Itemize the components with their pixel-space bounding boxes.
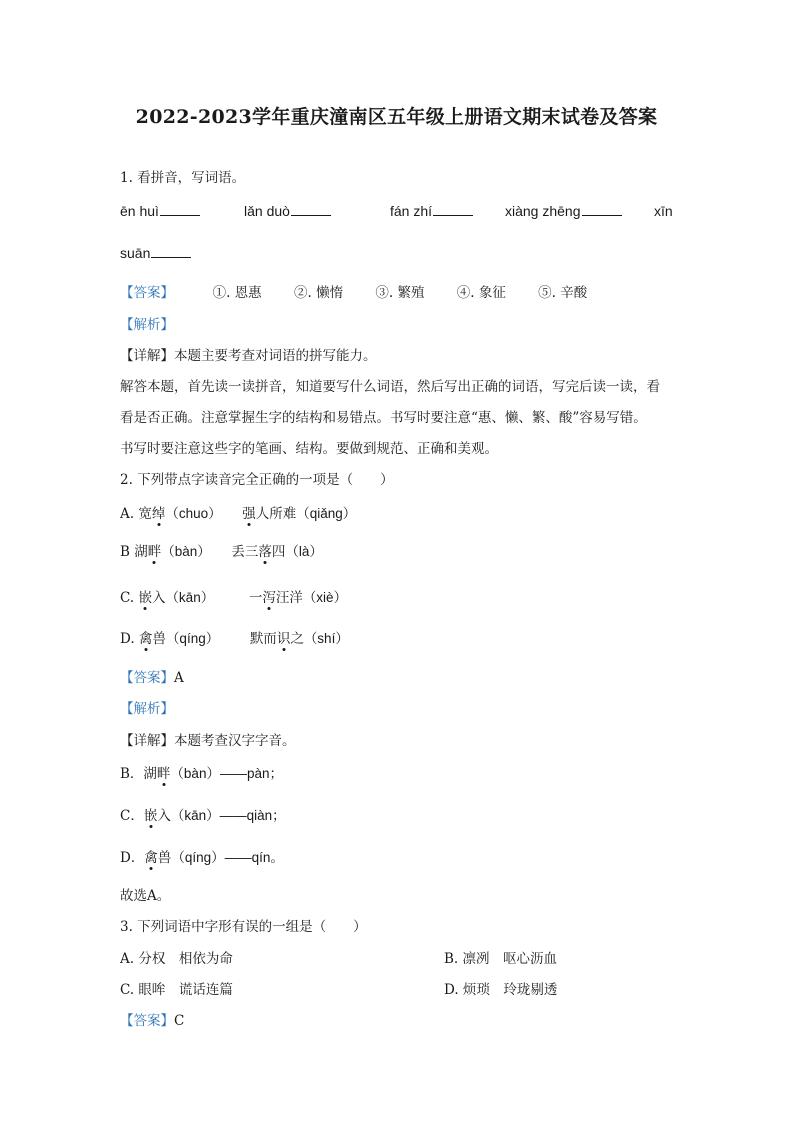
q3-option-a[interactable]: A. 分权 相依为命 (120, 951, 233, 967)
q1-stem: 1. 看拼音，写词语。 (120, 170, 246, 186)
q2-option-c[interactable]: C. 嵌入（kān） 一泻汪洋（xiè） (120, 586, 347, 606)
q1-answer-3: ③. 繁殖 (375, 285, 425, 301)
q1-pinyin-1: ēn huì (120, 203, 200, 219)
q2-correction-b: B．湖畔（bàn）——pàn； (120, 762, 283, 782)
q1-pinyin-3: fán zhí (390, 203, 473, 219)
q1-explanation-line-2: 看是否正确。注意掌握生字的结构和易错点。书写时要注意“惠、懒、繁、酸”容易写错。 (120, 410, 647, 426)
q2-correction-c: C．嵌入（kān）——qiàn； (120, 804, 286, 824)
q1-pinyin-5: xīn (654, 203, 673, 219)
answer-blank[interactable] (160, 203, 200, 216)
analysis-label: 【解析】 (120, 701, 174, 717)
answer-blank[interactable] (433, 203, 473, 216)
answer-blank[interactable] (582, 203, 622, 216)
answer-blank[interactable] (151, 245, 191, 258)
q1-explanation-line-1: 解答本题，首先读一读拼音，知道要写什么词语，然后写出正确的词语，写完后读一读，看 (120, 379, 660, 395)
q3-option-d[interactable]: D. 烦琐 玲珑剔透 (444, 982, 558, 998)
q1-pinyin-2: lǎn duò (244, 203, 331, 219)
q1-answer-row (120, 281, 615, 301)
q2-option-b[interactable]: B 湖畔（bàn） 丢三落四（là） (120, 540, 323, 560)
q1-answer-5: ⑤. 辛酸 (538, 285, 588, 301)
page-title: 2022-2023学年重庆潼南区五年级上册语文期末试卷及答案 (135, 106, 658, 128)
q2-correction-d: D．禽兽（qíng）——qín。 (120, 846, 284, 866)
q2-option-d[interactable]: D. 禽兽（qíng） 默而识之（shí） (120, 627, 349, 647)
q2-stem: 2. 下列带点字读音完全正确的一项是（ ） (120, 472, 394, 488)
q3-option-c[interactable]: C. 眼哞 谎话连篇 (120, 982, 233, 998)
q1-pinyin-5-cont: suān (120, 245, 191, 261)
answer-blank[interactable] (291, 203, 331, 216)
q1-answer-4: ④. 象征 (456, 285, 506, 301)
answer-label: 【答案】 (120, 670, 174, 686)
analysis-label: 【解析】 (120, 317, 174, 333)
q2-answer: 【答案】A (120, 670, 184, 686)
detail-label: 【详解】 (120, 733, 174, 749)
q1-answer-1: ①. 恩惠 (212, 285, 262, 301)
q1-answer-2: ②. 懒惰 (293, 285, 344, 301)
q3-option-b[interactable]: B. 凛冽 呕心沥血 (444, 951, 558, 967)
q2-detail: 【详解】本题考查汉字字音。 (120, 733, 296, 749)
answer-label: 【答案】 (120, 285, 174, 301)
q1-explanation-line-3: 书写时要注意这些字的笔画、结构。要做到规范、正确和美观。 (120, 441, 498, 457)
answer-label: 【答案】 (120, 1013, 174, 1029)
detail-label: 【详解】 (120, 348, 174, 364)
q1-pinyin-4: xiàng zhēng (505, 203, 622, 219)
q1-detail: 【详解】本题主要考查对词语的拼写能力。 (120, 348, 377, 364)
q2-conclusion: 故选A。 (120, 888, 171, 904)
q2-option-a[interactable]: A. 宽绰（chuo） 强人所难（qiǎng） (120, 502, 356, 522)
q3-stem: 3. 下列词语中字形有误的一组是（ ） (120, 919, 367, 935)
q3-answer: 【答案】C (120, 1013, 185, 1029)
